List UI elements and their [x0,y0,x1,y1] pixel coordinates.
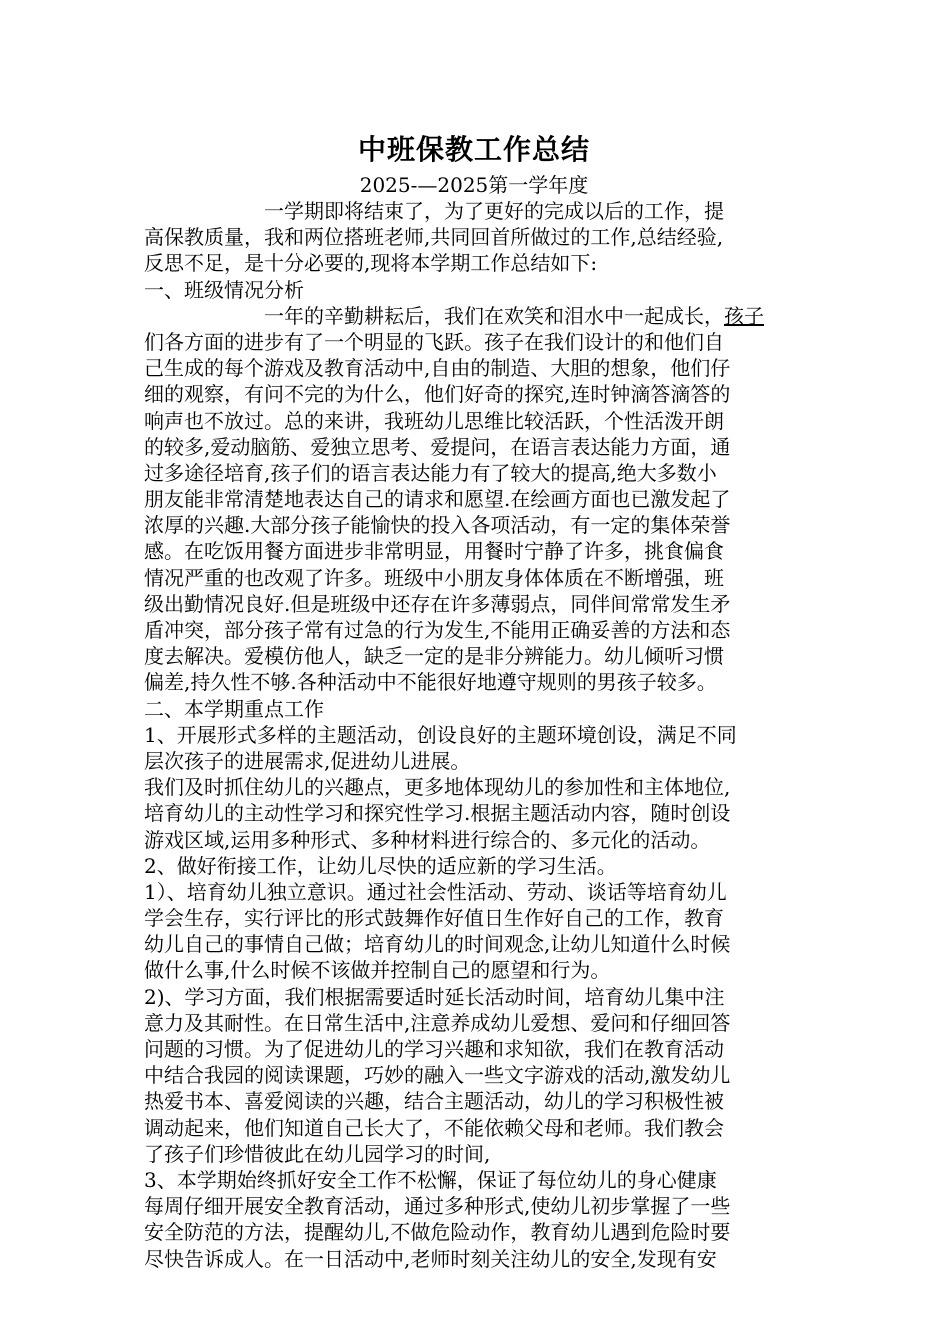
text-line-content: 级出勤情况良好.但是班级中还存在许多薄弱点，同伴间常常发生矛 [144,591,731,616]
document-body [144,198,804,1272]
text-line-content: 们各方面的进步有了一个明显的飞跃。孩子在我们设计的和他们自 [144,329,724,354]
text-line-content: 3、本学期始终抓好安全工作不松懈，保证了每位幼儿的身心健康 [144,1167,717,1192]
text-line-content: 了孩子们珍惜彼此在幼儿园学习的时间, [144,1141,491,1166]
text-line-content: 浓厚的兴趣.大部分孩子能愉快的投入各项活动，有一定的集体荣誉 [144,513,731,538]
text-line [144,722,804,748]
text-line-content: 一年的辛勤耕耘后，我们在欢笑和泪水中一起成长， [264,303,724,328]
text-line-content: 问题的习惯。为了促进幼儿的学习兴趣和求知欲，我们在教育活动 [144,1037,724,1061]
text-line [144,1167,804,1193]
text-line [144,1036,804,1062]
text-line [144,879,804,905]
text-line-content: 学会生存，实行评比的形式鼓舞作好值日生作好自己的工作，教育 [144,906,724,931]
text-line [144,408,804,434]
text-line-content: 偏差,持久性不够.各种活动中不能很好地遵守规则的男孩子较多。 [144,670,717,695]
text-line [144,1193,804,1219]
text-line [144,591,804,617]
text-line-content: 我们及时抓住幼儿的兴趣点，更多地体现幼儿的参加性和主体地位, [144,775,731,800]
text-line-content: 感。在吃饭用餐方面进步非常明显，用餐时宁静了许多，挑食偏食 [144,539,724,564]
text-line [144,512,804,538]
text-line-content: 朋友能非常清楚地表达自己的请求和愿望.在绘画方面也已激发起了 [144,487,731,512]
text-line [144,931,804,957]
text-line [144,669,804,695]
text-line [144,198,804,224]
text-line [144,957,804,983]
text-line [144,748,804,774]
text-line [144,224,804,250]
text-line-content: 己生成的每个游戏及教育活动中,自由的制造、大胆的想象，他们仔 [144,356,731,381]
text-line [144,434,804,460]
text-line-content: 培育幼儿的主动性学习和探究性学习.根据主题活动内容，随时创设 [144,801,731,826]
text-line [144,643,804,669]
document-title: 中班保教工作总结 [357,133,590,166]
text-line-content: 安全防范的方法，提醒幼儿,不做危险动作，教育幼儿遇到危险时要 [144,1220,731,1245]
text-line-content: 调动起来，他们知道自己长大了，不能依赖父母和老师。我们教会 [144,1115,724,1140]
text-line-content: 响声也不放过。总的来讲，我班幼儿思维比较活跃，个性活泼开朗 [144,408,724,433]
text-line [144,303,804,329]
text-line-content: 层次孩子的进展需求,促进幼儿进展。 [144,748,471,773]
text-line-content: 尽快告诉成人。在一日活动中,老师时刻关注幼儿的安全,发现有安 [144,1246,717,1271]
document-subtitle: 2025-—2025第一学年度 [359,173,589,197]
text-line-content: 一、班级情况分析 [144,277,304,302]
text-line-content: 做什么事,什么时候不该做并控制自己的愿望和行为。 [144,958,611,983]
text-line [144,984,804,1010]
text-line-content: 高保教质量，我和两位搭班老师,共同回首所做过的工作,总结经验, [144,225,724,250]
text-line [144,853,804,879]
text-line [144,800,804,826]
text-line [144,329,804,355]
text-line-content: 1、开展形式多样的主题活动，创设良好的主题环境创设，满足不同 [144,722,737,747]
text-line-content: 二、本学期重点工作 [144,696,324,721]
text-line-content: 反思不足，是十分必要的,现将本学期工作总结如下: [144,251,598,276]
text-line-content: 1）、培育幼儿独立意识。通过社会性活动、劳动、谈话等培育幼儿 [144,879,727,904]
text-line-content: 幼儿自己的事情自己做；培育幼儿的时间观念,让幼儿知道什么时候 [144,932,731,957]
text-line-content: 一学期即将结束了，为了更好的完成以后的工作，提 [264,199,724,223]
text-line [144,1219,804,1245]
text-line [144,1062,804,1088]
text-line [144,905,804,931]
underlined-word: 孩子 [724,303,764,328]
text-line [144,565,804,591]
text-line-content: 2)、学习方面，我们根据需要适时延长活动时间，培育幼儿集中注 [144,984,725,1009]
text-line [144,538,804,564]
text-line [144,486,804,512]
text-line-content: 度去解决。爱模仿他人，缺乏一定的是非分辨能力。幼儿倾听习惯 [144,644,724,669]
text-line-content: 过多途径培育,孩子们的语言表达能力有了较大的提高,绝大多数小 [144,460,717,485]
text-line [144,617,804,643]
text-line-content: 游戏区域,运用多种形式、多种材料进行综合的、多元化的活动。 [144,827,711,852]
text-line [144,1246,804,1272]
text-line-content: 热爱书本、喜爱阅读的兴趣，结合主题活动，幼儿的学习积极性被 [144,1089,724,1114]
text-line-content: 情况严重的也改观了许多。班级中小朋友身体体质在不断增强，班 [144,565,724,590]
text-line [144,1115,804,1141]
text-line-content: 盾冲突，部分孩子常有过急的行为发生,不能用正确妥善的方法和态 [144,618,731,642]
text-line-content: 的较多,爱动脑筋、爱独立思考、爱提问，在语言表达能力方面，通 [144,434,731,459]
text-line [144,1088,804,1114]
text-line-content: 中结合我园的阅读课题，巧妙的融入一些文字游戏的活动,激发幼儿 [144,1063,731,1088]
text-line [144,1141,804,1167]
document-page [144,130,804,1272]
text-line-content: 2、做好衔接工作，让幼儿尽快的适应新的学习生活。 [144,853,617,878]
text-line [144,696,804,722]
text-line [144,827,804,853]
text-line [144,460,804,486]
text-line-content: 每周仔细开展安全教育活动，通过多种形式,使幼儿初步掌握了一些 [144,1194,731,1219]
text-line-content: 细的观察，有问不完的为什么，他们好奇的探究,连时钟滴答滴答的 [144,382,731,407]
text-line [144,277,804,303]
text-line-content: 意力及其耐性。在日常生活中,注意养成幼儿爱想、爱问和仔细回答 [144,1010,731,1035]
text-line [144,774,804,800]
text-line [144,250,804,276]
text-line [144,1010,804,1036]
text-line [144,355,804,381]
text-line [144,381,804,407]
